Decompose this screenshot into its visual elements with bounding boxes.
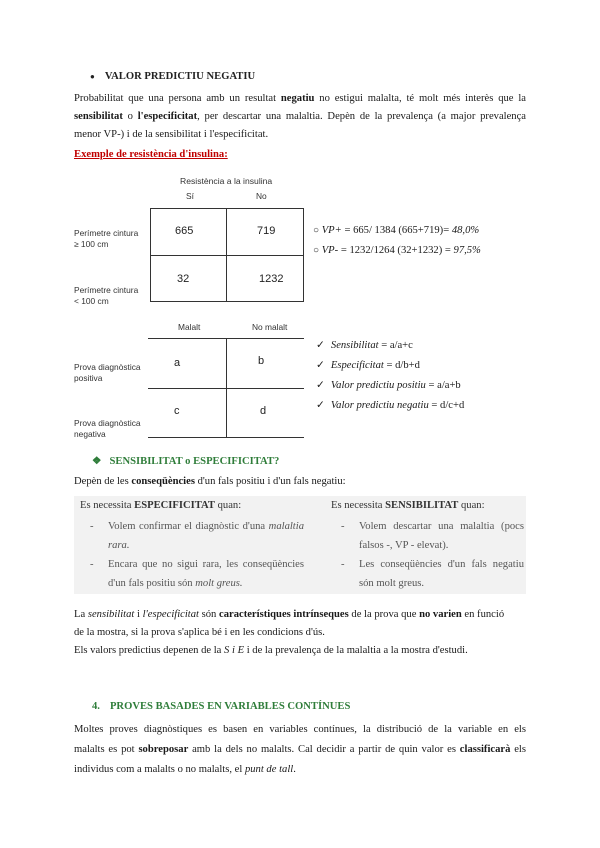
table2-cell-c: c — [174, 405, 180, 417]
proves-line-3: individus com a malalts o no malalts, el punt de tall. — [74, 764, 296, 775]
table2-cell-b: b — [258, 355, 265, 367]
formula-list — [316, 336, 464, 416]
check-icon: ✓ — [316, 360, 325, 371]
note-line-3: Els valors predictius depenen de la S i E i de la prevalença de la malaltia a la mostra d'estudi. — [74, 645, 468, 656]
section-number: 4. — [92, 701, 100, 712]
circle-bullet-icon: ○ — [313, 245, 320, 256]
table2-cell-d: d — [260, 405, 267, 417]
formula-sensibilitat: ✓ Sensibilitat = a/a+c — [316, 340, 413, 351]
table1-row2-label: Perímetre cintura < 100 cm — [74, 285, 139, 306]
sens-spec-notes — [74, 606, 534, 660]
right-item-2: - Les conseqüències d'un fals negatiu són molt greus. — [341, 559, 524, 589]
proves-title: PROVES BASADES EN VARIABLES CONTÍNUES — [109, 701, 351, 712]
bullet-icon: ● — [90, 72, 95, 81]
sens-spec-intro: Depèn de les conseqüències d'un fals positiu i d'un fals negatiu: — [74, 476, 346, 487]
vpn-line-1: Probabilitat que una persona amb un resultat negatiu no estigui malalta, té molt més interès que la — [74, 93, 526, 104]
table2-cell-a: a — [174, 357, 181, 369]
result-vpn: ○ VP- = 1232/1264 (32+1232) = 97,5% — [313, 245, 481, 256]
table2-col-nomalalt: No malalt — [252, 322, 288, 332]
result-vpp: ○ VP+ = 665/ 1384 (665+719)= 48,0% — [313, 225, 480, 236]
vpn-title: VALOR PREDICTIU NEGATIU — [104, 71, 256, 82]
proves-line-2: malalts es pot sobreposar amb la dels no malalts. Cal decidir a partir de quin valor es classificarà els — [74, 744, 526, 755]
proves-paragraph — [74, 720, 526, 780]
right-head: Es necessita SENSIBILITAT quan: — [331, 500, 485, 511]
left-head: Es necessita ESPECIFICITAT quan: — [80, 500, 242, 511]
table2-col-malalt: Malalt — [178, 322, 201, 332]
right-list — [331, 517, 524, 593]
example-heading: Exemple de resistència d'insulina: — [74, 149, 228, 160]
formula-especificitat: ✓ Especificitat = d/b+d — [316, 360, 420, 371]
formula-vpp: ✓ Valor predictiu positiu = a/a+b — [316, 380, 461, 391]
formula-vpn: ✓ Valor predictiu negatiu = d/c+d — [316, 400, 465, 411]
table1-cell-b: 719 — [257, 225, 276, 237]
table1-cell-d: 1232 — [259, 273, 284, 285]
table2-row1-label: Prova diagnòstica positiva — [74, 362, 141, 383]
proves-heading — [92, 701, 350, 712]
table1-col-no: No — [256, 191, 267, 201]
left-item-1: - Volem confirmar el diagnòstic d'una malaltia rara. — [90, 521, 304, 551]
sens-spec-heading: ❖ SENSIBILITAT o ESPECIFICITAT? — [92, 456, 280, 467]
right-item-1: - Volem descartar una malaltia (pocs falsos -, VP - elevat). — [341, 521, 524, 551]
note-line-2: de la mostra, si la prova s'aplica bé i en les condicions d'ús. — [74, 627, 325, 638]
diamond-bullet-icon: ❖ — [92, 456, 102, 467]
left-list — [80, 517, 304, 593]
check-icon: ✓ — [316, 380, 325, 391]
table2-grid — [148, 338, 304, 438]
table1-cell-a: 665 — [175, 225, 194, 237]
proves-line-1: Moltes proves diagnòstiques es basen en variables contínues, la distribució de la variable en els — [74, 724, 526, 735]
table1-grid — [150, 208, 304, 302]
table2-row2-label: Prova diagnòstica negativa — [74, 418, 141, 439]
vpn-paragraph — [74, 90, 526, 144]
table1-cell-c: 32 — [177, 273, 190, 285]
check-icon: ✓ — [316, 400, 325, 411]
vpn-line-3: menor VP-) i de la sensibilitat i l'especificitat. — [74, 129, 269, 140]
circle-bullet-icon: ○ — [313, 225, 320, 236]
table1-col-si: Sí — [186, 191, 194, 201]
left-item-2: - Encara que no sigui rara, les conseqüències d'un fals positiu són molt greus. — [90, 559, 304, 589]
check-icon: ✓ — [316, 340, 325, 351]
vpn-heading — [90, 68, 255, 86]
vpn-line-2: sensibilitat o l'especificitat, per descartar una malaltia. Depèn de la prevalença (a major prevalença — [74, 111, 527, 122]
note-line-1: La sensibilitat i l'especificitat són característiques intrínseques de la prova que no varien en funció — [74, 609, 505, 620]
table1-title: Resistència a la insulina — [180, 176, 273, 186]
table1-row1-label: Perímetre cintura ≥ 100 cm — [74, 228, 139, 249]
